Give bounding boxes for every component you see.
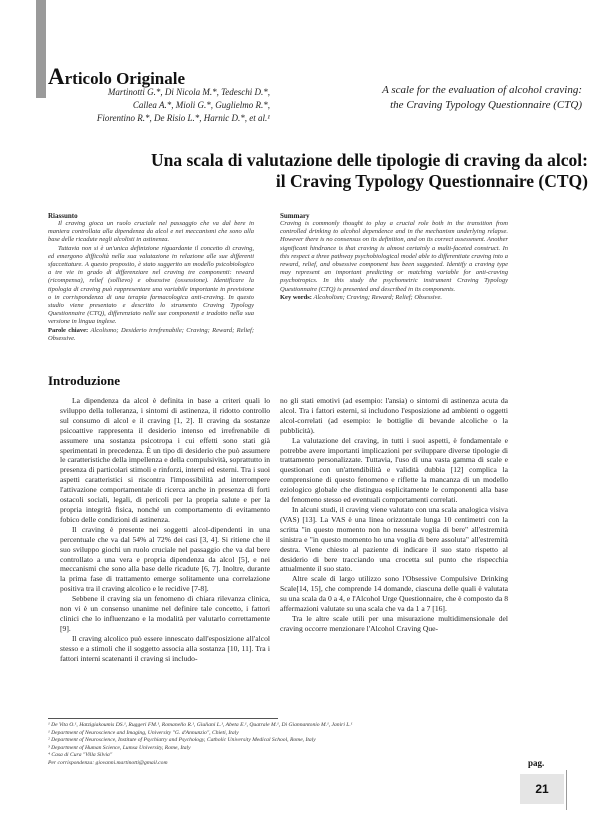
author-list [22,86,270,125]
author-line: Callea A.*, Mioli G.*, Guglielmo R.*, [132,100,270,110]
correspondence-email: Per corrispondenza: giovanni.martinotti@gmail.com [48,759,168,766]
riassunto-block [48,212,254,343]
riassunto-paragraph: Tuttavia non si è un'unica definizione riguardante il concetto di craving, ed emergono difficoltà nella sua valutazione in relazione alle sue differenti sfaccettature. A questo proposito, è stato suggerito un modello psicobiologico a tre vie in grado di differenziare nel craving tre componenti: reward (ricompensa), relief (sollievo) e obsessive (ossessione). Identificare la tipologia di craving può rappresentare una variabile importante in previsione o in corrispondenza di una terapia farmacologica anti-craving. In questo studio viene presentato e descritto lo strumento Craving Typology Questionnaire (CTQ), differenziato nelle sue componenti e tradotto nella sua versione in lingua inglese. [48,244,254,326]
body-paragraph: Tra le altre scale utili per una misurazione multidimensionale del craving occorre menzionare l'Alcohol Craving Que- [280,613,508,633]
introduction-heading: Introduzione [48,373,120,388]
page-label: pag. [528,758,545,768]
header-decoration-bar [36,0,46,98]
summary-keywords: Key words: Alcoholism; Craving; Reward; Relief; Obsessive. [280,293,442,301]
english-title: A scale for the evaluation of alcohol craving: the Craving Typology Questionnaire (CTQ) [382,84,582,111]
author-line: Martinotti G.*, Di Nicola M.*, Tedeschi D.*, [107,87,270,97]
body-column-right [280,396,508,634]
footnote-line: ³ Department of Human Science, Lumsa University, Rome, Italy [48,744,191,751]
footnote-line: ¹ Department of Neuroscience and Imaging, University "G. d'Annunzio", Chieti, Italy [48,729,239,736]
footnote-line: ² Department of Neuroscience, Institute of Psychiatry and Psychology, Catholic University Medical School, Rome, Italy [48,737,316,744]
body-paragraph: no gli stati emotivi (ad esempio: l'ansia) o sintomi di astinenza acuta da alcol. Tra i fattori esterni, si includono l'esposizione ad ambienti o oggetti alcol-correlati (ad esempio: le bottiglie di bevande alcoliche o la pubblicità). [280,396,508,435]
footnote-divider [48,718,278,719]
riassunto-heading: Riassunto [48,212,78,220]
body-paragraph: Il craving alcolico può essere innescato dall'esposizione all'alcol stesso e a stimoli che il soggetto associa alla sostanza [10, 11]. Tra i fattori interni scatenanti il craving si includo- [60,633,270,663]
section-label: Articolo Originale [48,64,186,89]
footnotes [48,722,518,768]
body-paragraph: La dipendenza da alcol è definita in base a criteri quali lo sviluppo della tolleranza, i sintomi di astinenza, il ridotto controllo sul consumo di alcol e il craving [1, 2]. Il craving da sostanze psicoattive rappresenta il desiderio intenso ed irrefrenabile di assumere una sostanza psicotropa i cui effetti sono stati già sperimentati in precedenza. È un tipo di desiderio che può assumere le caratteristiche della impellenza e della compulsività, soprattutto in presenza di particolari stimoli e rinforzi, interni ed esterni. Tra i suoi aspetti caratteristici si riscontra l'impossibilità ad interrompere l'attivazione comportamentale di ricerca anche in presenza di forti ostacoli sociali, legali, di pericoli per la propria salute e per la propria integrità fisica, nonché un comportamento di evitamento fobico delle condizioni di astinenza. [60,396,270,524]
page-edge-rule [566,770,567,810]
summary-paragraph: Craving is commonly thought to play a crucial role both in the transition from controlled drinking to alcohol dependence and in the mechanism underlying relapse. However there is no consensus on its definition, and on its correct assessment. Another significant hindrance is that craving is almost certainly a multi-faceted construct. In this respect a three pathway psychobiological model able to differentiate craving into a reward, relief, and obsessive component has been suggested. Identify a craving type may represent an important predicting or matching variable for anti-craving psychotropics. In this study the psychometric instrument Craving Typology Questionnaire (CTQ) is presented and described in its components. [280,220,508,293]
footnote-line: ⁴ Casa di Cura "Villa Silvia" [48,752,113,759]
body-paragraph: La valutazione del craving, in tutti i suoi aspetti, è fondamentale e potrebbe avere importanti implicazioni per sviluppare diverse tipologie di trattamento personalizzate. Tuttavia, l'uso di una vasta gamma di scale e questionari con un'attendibilità e validità dubbia [12] complica la comprensione di questo fenomeno e riflette la mancanza di un modello eziologico globale che distingua esplicitamente le componenti alla base del fenomeno stesso ed eventuali comportamenti correlati. [280,435,508,505]
riassunto-keywords: Parole chiave: Alcolismo; Desiderio irrefrenabile; Craving; Reward; Relief; Obsessive. [48,326,254,342]
body-paragraph: Altre scale di largo utilizzo sono l'Obsessive Compulsive Drinking Scale[14, 15], che comprende 14 domande, ciascuna delle quali è valutata su una scala da 0 a 4, e l'Alcohol Urge Questionnaire, che è composto da 8 affermazioni valutate su una scala che va da 1 a 7 [16]. [280,574,508,614]
riassunto-paragraph: Il craving gioca un ruolo cruciale nel passaggio che va dal bere in maniera controllata alla dipendenza da alcol e nei meccanismi che sono alla base delle ricadute negli alcolisti in astinenza. [48,220,254,244]
summary-block [280,212,508,302]
page-number: 21 [520,774,564,804]
author-line: Fiorentino R.*, De Risio L.*, Harnic D.*, et al.¹ [96,113,270,123]
body-paragraph: Sebbene il craving sia un fenomeno di chiara rilevanza clinica, non vi è un consenso unanime nel definire tale concetto, i fattori clinici che lo influenzano e la modalità per valutarlo correttamente [9]. [60,594,270,633]
footnote-line: ¹ De Vita O.¹, Hatzigiakoumis DS.¹, Ruggeri FM.¹, Romanello R.¹, Giuliani L.¹, Abeta E.¹, Quatrale M.¹, Di Giannantonio M.¹, Janiri L.¹ [48,722,353,728]
body-paragraph: In alcuni studi, il craving viene valutato con una scala analogica visiva (VAS) [13]. La VAS è una linea orizzontale lunga 10 centimetri con la scritta "in questo momento non ho nessuna voglia di bere" all'estremità sinistra e "in questo momento ho una voglia di bere assoluta" all'estremità destra. Viene chiesto al paziente di indicare il suo stato rispetto al desiderio di bere tracciando una crocetta sul punto che rispecchia attualmente il suo stato. [280,504,508,574]
article-title: Una scala di valutazione delle tipologie di craving da alcol: il Craving Typology Questionnaire (CTQ) [150,150,588,191]
body-paragraph: Il craving è presente nei soggetti alcol-dipendenti in una percentuale che va dal 54% al 72% dei casi [3, 4]. Si ritiene che il suo sviluppo giochi un ruolo cruciale nel passaggio che va dal bere controllato a una vera e propria dipendenza da alcol [5], e nei meccanismi che sono alla base delle ricadute [6, 7]. Inoltre, durante la prima fase di trattamento emerge solitamente una correlazione positiva tra il craving alcolico e le recidive [7-8]. [60,524,270,594]
body-column-left [60,396,270,663]
summary-heading: Summary [280,212,310,220]
